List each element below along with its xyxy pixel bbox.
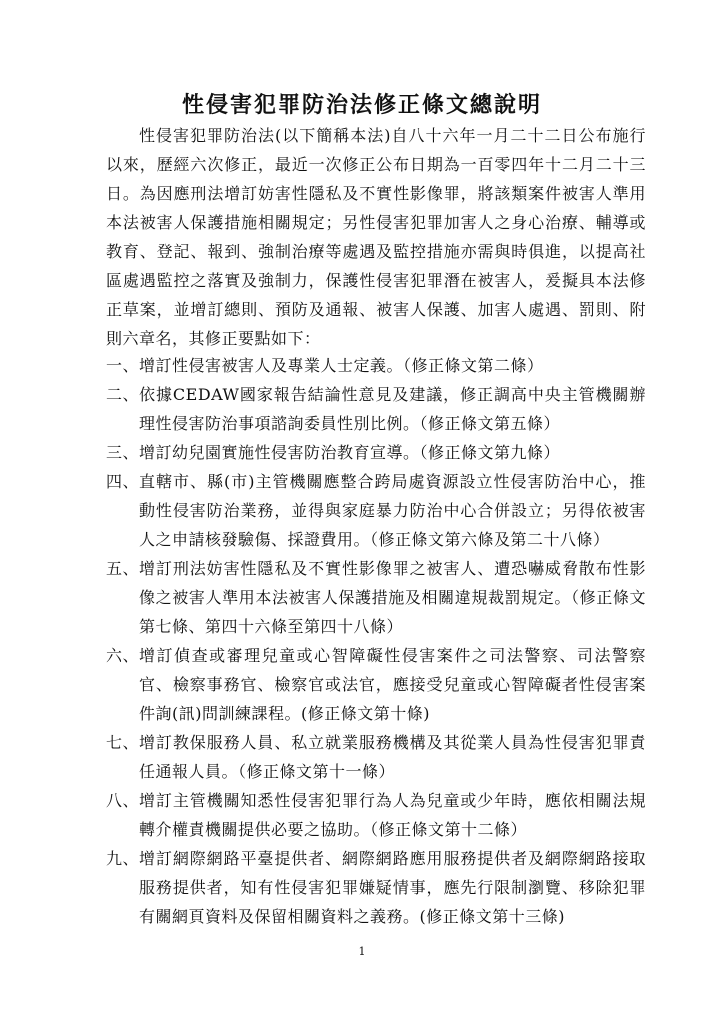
point-number: 一、 xyxy=(106,356,140,375)
point-number: 三、 xyxy=(106,443,140,462)
point-text: 直轄市、縣(市)主管機關應整合跨局處資源設立性侵害防治中心，推動性侵害防治業務，並得與家庭暴力防治中心合併設立；另得依被害人之申請核發驗傷、採證費用。（修正條文第六條及第二十八條） xyxy=(139,472,646,549)
page-number: 1 xyxy=(358,945,366,958)
point-number: 九、 xyxy=(106,849,140,868)
point-text: 增訂網際網路平臺提供者、網際網路應用服務提供者及網際網路接取服務提供者，知有性侵害犯罪嫌疑情事，應先行限制瀏覽、移除犯罪有關網頁資料及保留相關資料之義務。(修正條文第十三條) xyxy=(139,849,646,926)
point-text: 增訂教保服務人員、私立就業服務機構及其從業人員為性侵害犯罪責任通報人員。（修正條文第十一條） xyxy=(139,733,646,781)
point-number: 八、 xyxy=(106,791,140,810)
point-text: 增訂幼兒園實施性侵害防治教育宣導。（修正條文第九條） xyxy=(139,443,561,462)
point-number: 六、 xyxy=(106,646,140,665)
point-text: 增訂主管機關知悉性侵害犯罪行為人為兒童或少年時，應依相關法規轉介權責機關提供必要之協助。（修正條文第十二條） xyxy=(139,791,646,839)
amendment-points-list xyxy=(106,351,646,931)
point-text: 增訂偵查或審理兒童或心智障礙性侵害案件之司法警察、司法警察官、檢察事務官、檢察官或法官，應接受兒童或心智障礙者性侵害案件詢(訊)問訓練課程。(修正條文第十條) xyxy=(139,646,646,723)
point-text: 增訂性侵害被害人及專業人士定義。（修正條文第二條） xyxy=(139,356,544,375)
amendment-point xyxy=(106,438,646,467)
point-text: 依據CEDAW國家報告結論性意見及建議，修正調高中央主管機關辦理性侵害防治事項諮詢委員性別比例。（修正條文第五條） xyxy=(139,385,646,433)
amendment-point xyxy=(106,467,646,554)
amendment-point xyxy=(106,728,646,786)
point-number: 七、 xyxy=(106,733,140,752)
amendment-point xyxy=(106,786,646,844)
point-text: 增訂刑法妨害性隱私及不實性影像罪之被害人、遭恐嚇威脅散布性影像之被害人準用本法被害人保護措施及相關違規裁罰規定。（修正條文第七條、第四十六條至第四十八條） xyxy=(139,559,646,636)
point-number: 二、 xyxy=(106,385,140,404)
amendment-point xyxy=(106,554,646,641)
amendment-point xyxy=(106,641,646,728)
intro-paragraph: 性侵害犯罪防治法(以下簡稱本法)自八十六年一月二十二日公布施行以來，歷經六次修正，最近一次修正公布日期為一百零四年十二月二十三日。為因應刑法增訂妨害性隱私及不實性影像罪，將該類案件被害人準用本法被害人保護措施相關規定；另性侵害犯罪加害人之身心治療、輔導或教育、登記、報到、強制治療等處遇及監控措施亦需與時俱進，以提高社區處遇監控之落實及強制力，保護性侵害犯罪潛在被害人，爰擬具本法修正草案，並增訂總則、預防及通報、被害人保護、加害人處遇、罰則、附則六章名，其修正要點如下： xyxy=(106,126,646,348)
amendment-point xyxy=(106,351,646,380)
document-title: 性侵害犯罪防治法修正條文總說明 xyxy=(181,92,542,118)
point-number: 四、 xyxy=(106,472,140,491)
point-number: 五、 xyxy=(106,559,140,578)
amendment-point xyxy=(106,844,646,931)
amendment-point xyxy=(106,380,646,438)
